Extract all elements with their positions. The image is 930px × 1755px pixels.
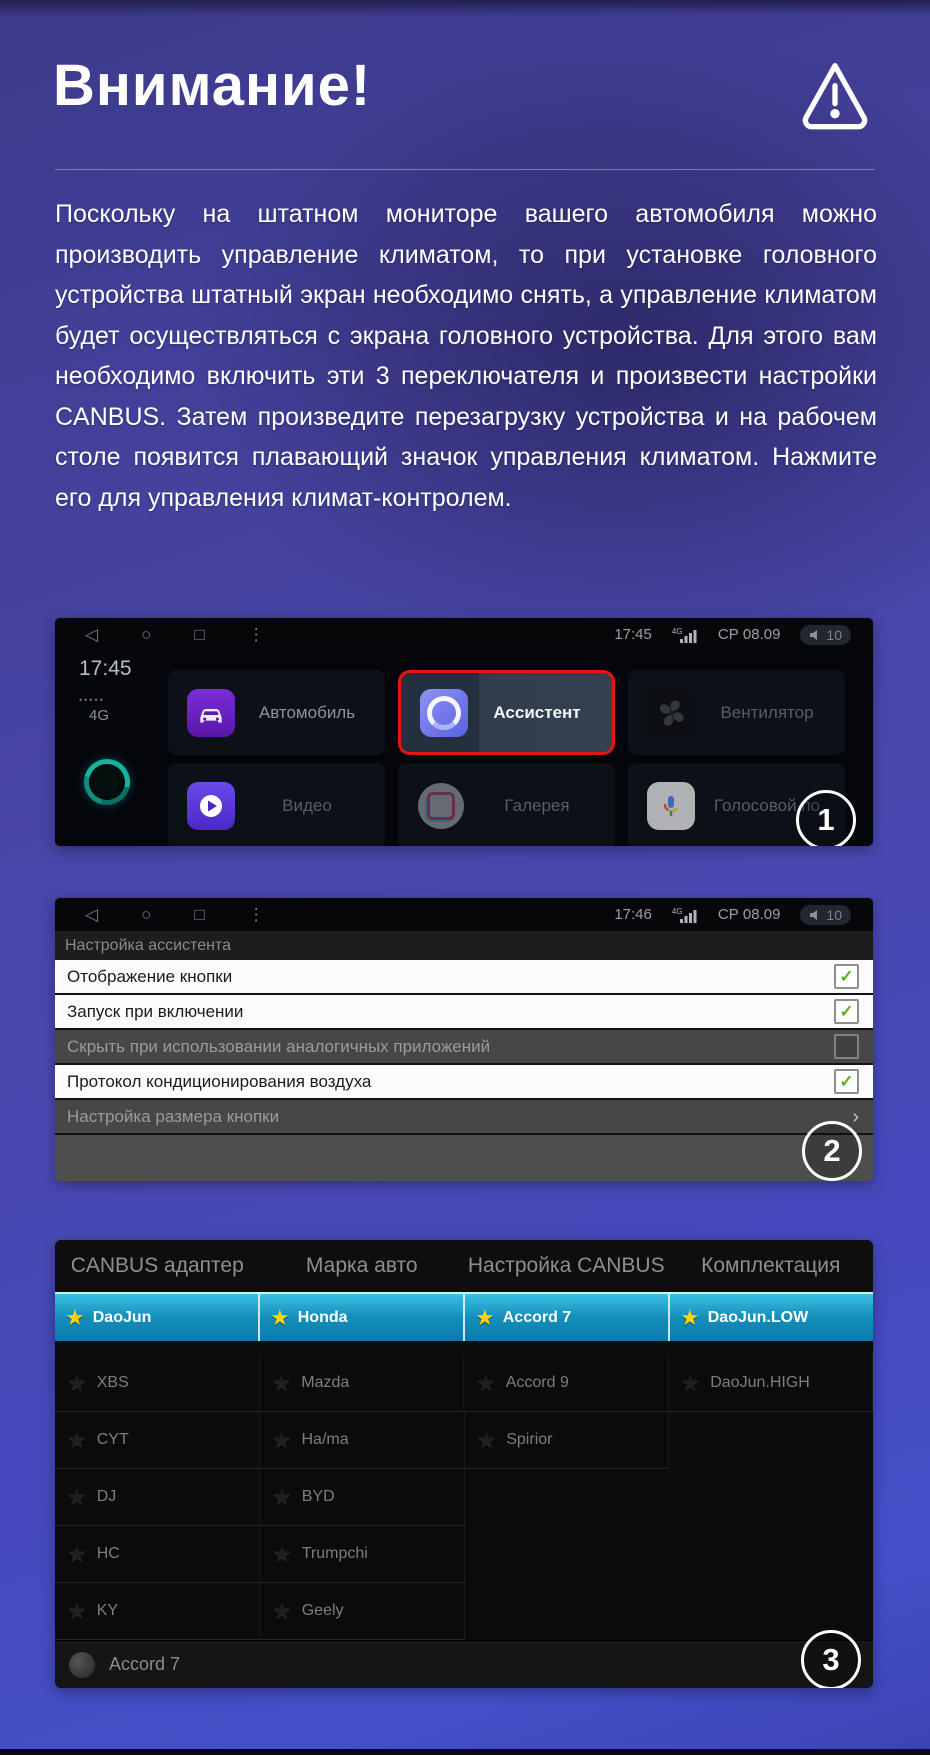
app-tile-label: Вентилятор	[720, 702, 814, 722]
star-icon: ★	[476, 1370, 496, 1395]
statusbar-date: СР 08.09	[717, 906, 781, 923]
option-adapter[interactable]: ★ KY	[55, 1583, 260, 1640]
statusbar	[55, 618, 873, 651]
star-icon: ★	[476, 1427, 497, 1452]
back-icon[interactable]: ◁	[85, 905, 99, 924]
menu-icon[interactable]: ⋮	[247, 905, 265, 924]
setting-row-button-size[interactable]	[55, 1100, 873, 1133]
checkbox-unchecked[interactable]	[834, 1034, 859, 1059]
settings-filler	[55, 1135, 873, 1181]
bottom-strip	[0, 1749, 930, 1755]
star-icon: ★	[67, 1484, 87, 1509]
chevron-right-icon: ›	[852, 1105, 859, 1128]
star-icon: ★	[271, 1427, 292, 1452]
option-brand[interactable]: ★ Mazda	[260, 1355, 465, 1412]
star-icon: ★	[272, 1541, 292, 1566]
screenshot-assistant-settings	[55, 898, 873, 1181]
fan-icon	[647, 689, 695, 737]
page-title: Внимание!	[53, 53, 372, 118]
column-header-adapter: CANBUS адаптер	[70, 1254, 244, 1277]
option-adapter[interactable]: ★ HC	[55, 1526, 260, 1583]
setting-label: Отображение кнопки	[67, 966, 233, 986]
speaker-icon	[809, 909, 821, 921]
option-trim[interactable]: ★ DaoJun.HIGH	[669, 1355, 874, 1412]
canbus-footer	[55, 1640, 873, 1688]
empty-cell	[669, 1526, 873, 1583]
sidebar-clock: 17:45	[79, 657, 132, 680]
app-tile-label: Галерея	[504, 795, 570, 815]
setting-row-hide-when-similar-apps[interactable]	[55, 1030, 873, 1063]
statusbar-time: 17:45	[614, 626, 652, 643]
canbus-selected-row	[55, 1292, 873, 1341]
option-model[interactable]: ★ Accord 9	[464, 1355, 669, 1412]
assistant-ring-widget[interactable]	[76, 751, 139, 814]
app-tile-video[interactable]	[168, 763, 385, 846]
assistant-icon	[420, 689, 468, 737]
star-icon: ★	[680, 1304, 700, 1330]
signal-icon: 4G	[672, 907, 698, 923]
selection-icon	[69, 1652, 95, 1678]
canbus-row	[55, 1469, 873, 1526]
signal-icon: 4G	[672, 627, 698, 643]
option-trim-selected[interactable]: ★ DaoJun.LOW	[668, 1294, 873, 1341]
star-icon: ★	[65, 1304, 85, 1330]
app-tile-label: Голосовой по	[713, 795, 821, 815]
setting-row-launch-on-start[interactable]	[55, 995, 873, 1028]
recents-icon[interactable]: □	[194, 905, 205, 924]
setting-label: Протокол кондиционирования воздуха	[67, 1071, 372, 1091]
column-header-canbus-setting: Настройка CANBUS	[467, 1254, 665, 1277]
canbus-row	[55, 1412, 873, 1469]
empty-cell	[465, 1583, 669, 1640]
settings-screen-title: Настройка ассистента	[55, 931, 873, 960]
app-tile-label: Ассистент	[493, 702, 581, 722]
setting-label: Скрыть при использовании аналогичных приложений	[67, 1036, 491, 1056]
checkbox-checked[interactable]: ✓	[834, 1069, 859, 1094]
checkbox-checked[interactable]: ✓	[834, 999, 859, 1024]
empty-cell	[465, 1526, 669, 1583]
option-brand[interactable]: ★ BYD	[260, 1469, 465, 1526]
menu-icon[interactable]: ⋮	[247, 625, 265, 644]
statusbar-time: 17:46	[614, 906, 652, 923]
option-brand-selected[interactable]: ★ Honda	[258, 1294, 463, 1341]
app-tile-label: Автомобиль	[258, 702, 356, 722]
current-selection-label: Accord 7	[109, 1654, 181, 1674]
divider	[55, 169, 875, 170]
signal-dots: •••••	[79, 695, 105, 705]
microphone-icon	[647, 782, 695, 830]
step-badge-2: 2	[802, 1121, 862, 1181]
star-icon: ★	[67, 1541, 87, 1566]
empty-cell	[669, 1469, 873, 1526]
sidebar-network-label: 4G	[89, 707, 110, 724]
app-tile-fan[interactable]	[628, 670, 845, 755]
back-icon[interactable]: ◁	[85, 625, 99, 644]
intro-paragraph: Поскольку на штатном мониторе вашего автомобиля можно производить управление климатом, то при установке головного устройства штатный экран необходимо снять, а управление климатом будет осуществляться с экрана головного устройства. Для этого вам необходимо включить эти 3 переключателя и произвести настройки CANBUS. Затем произведите перезагрузку устройства и на рабочем столе появится плавающий значок управления климатом. Нажмите его для управления климат-контролем.	[55, 200, 877, 512]
recents-icon[interactable]: □	[194, 625, 205, 644]
step-badge-1: 1	[796, 790, 856, 846]
app-tile-assistant[interactable]	[398, 670, 615, 755]
star-icon: ★	[272, 1484, 292, 1509]
warning-icon	[795, 55, 875, 135]
empty-cell	[465, 1469, 669, 1526]
statusbar	[55, 898, 873, 931]
star-icon: ★	[680, 1370, 701, 1395]
speaker-icon	[809, 629, 821, 641]
column-header-trim: Комплектация	[701, 1254, 841, 1277]
screenshot-canbus-setup	[55, 1240, 873, 1688]
volume-indicator: 10	[800, 905, 851, 925]
app-tile-car[interactable]	[168, 670, 385, 755]
option-adapter-selected[interactable]: ★ DaoJun	[55, 1294, 258, 1341]
star-icon: ★	[272, 1598, 292, 1623]
car-icon	[187, 689, 235, 737]
setting-row-ac-protocol[interactable]	[55, 1065, 873, 1098]
canbus-row	[55, 1583, 873, 1640]
star-icon: ★	[475, 1304, 495, 1330]
option-model[interactable]: ★ Spirior	[465, 1412, 670, 1469]
home-icon[interactable]: ○	[141, 625, 152, 644]
home-icon[interactable]: ○	[141, 905, 152, 924]
canbus-table-header	[55, 1240, 873, 1292]
checkbox-checked[interactable]: ✓	[834, 964, 859, 989]
star-icon: ★	[270, 1304, 290, 1330]
volume-indicator: 10	[800, 625, 851, 645]
empty-cell	[669, 1412, 873, 1469]
star-icon: ★	[67, 1598, 87, 1623]
option-adapter[interactable]: ★ XBS	[55, 1355, 260, 1412]
option-model-selected[interactable]: ★ Accord 7	[463, 1294, 668, 1341]
canbus-row	[55, 1526, 873, 1583]
statusbar-date: СР 08.09	[717, 626, 781, 643]
option-adapter[interactable]: ★ DJ	[55, 1469, 260, 1526]
column-header-brand: Марка авто	[305, 1254, 418, 1277]
option-adapter[interactable]: ★ CYT	[55, 1412, 260, 1469]
canbus-row	[55, 1355, 873, 1412]
star-icon: ★	[271, 1370, 292, 1395]
star-icon: ★	[67, 1370, 87, 1395]
app-tile-label: Видео	[282, 795, 332, 815]
video-icon	[187, 782, 235, 830]
setting-row-show-button[interactable]	[55, 960, 873, 993]
option-brand[interactable]: ★ Trumpchi	[260, 1526, 465, 1583]
setting-label: Запуск при включении	[67, 1001, 244, 1021]
gallery-icon	[417, 782, 465, 830]
app-tile-gallery[interactable]	[398, 763, 615, 846]
option-brand[interactable]: ★ Ha/ma	[260, 1412, 465, 1469]
step-badge-3: 3	[801, 1630, 861, 1688]
screenshot-launcher	[55, 618, 873, 846]
star-icon: ★	[67, 1427, 87, 1452]
option-brand[interactable]: ★ Geely	[260, 1583, 465, 1640]
setting-label: Настройка размера кнопки	[67, 1106, 280, 1126]
